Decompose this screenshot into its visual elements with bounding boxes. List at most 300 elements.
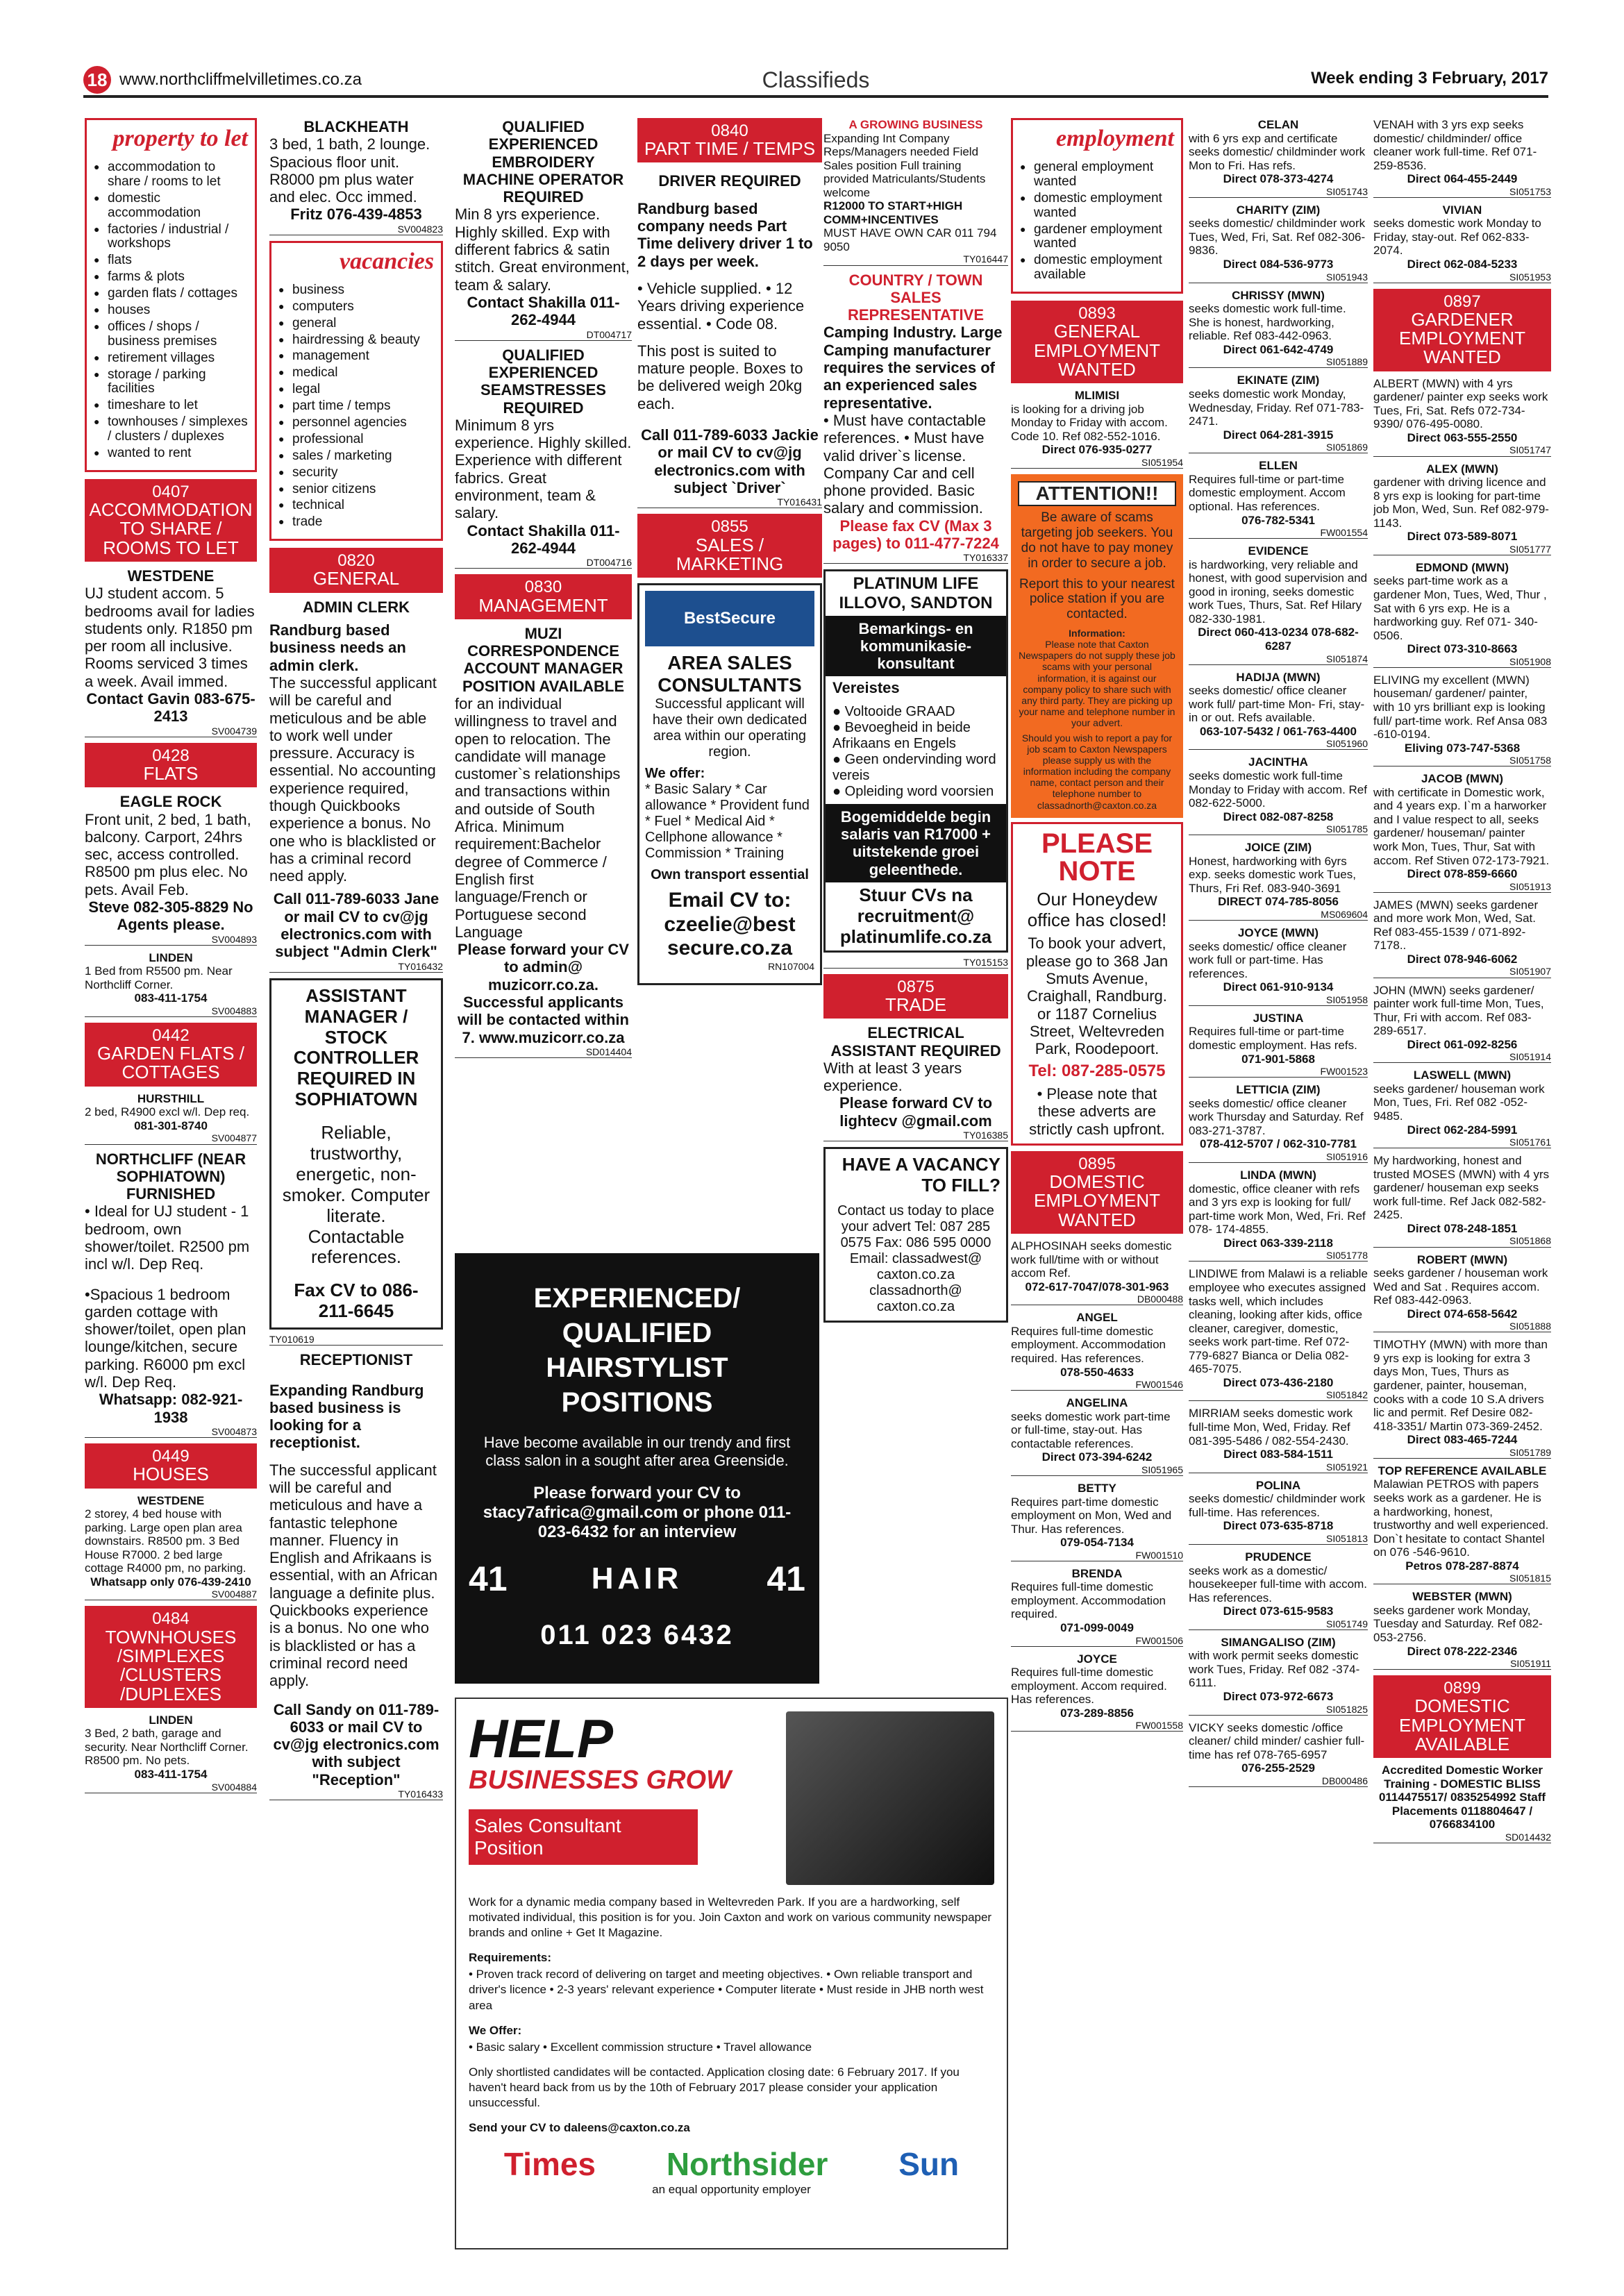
ad-code: TY016431: [637, 496, 822, 508]
ad-code: RN107004: [768, 960, 814, 972]
notice-body: To book your advert, please go to 368 Jan Smuts Avenue, Craighall, Randburg. or 1187 Cornelius Street, Weltevreden Park, Roodepoort.: [1026, 935, 1169, 1058]
list-item[interactable]: ● storage / parking facilities: [94, 368, 248, 397]
classified-ad: [1189, 1407, 1368, 1473]
list-item[interactable]: ● wanted to rent: [94, 446, 248, 461]
list-item[interactable]: ● houses: [94, 303, 248, 318]
ad-contact: Direct 060-413-0234 078-682-6287: [1198, 626, 1359, 653]
category-title: FLATS: [143, 762, 199, 784]
ad-contact: Direct 078-373-4274: [1223, 172, 1334, 186]
classified-ad: [85, 793, 257, 945]
ad-title: PRUDENCE: [1245, 1550, 1312, 1564]
column-6: [1011, 118, 1183, 2263]
ad-body: ELIVING my excellent (MWN) houseman/ gardener/ painter, with 10 yrs brilliant exp is looking full/ part-time work. Ref Ansa 083 -610-0194.: [1373, 673, 1548, 741]
ad-body: LINDIWE from Malawi is a reliable employee who executes assigned tasks well, which includes cleaning, looking after kids, office cleaner, caregiver, domestic, seeks work part-time. Ref 072-779-6827 Bianca or Delia 082-465-7075.: [1189, 1267, 1368, 1376]
ad-position: Bemarkings- en kommunikasie-konsultant: [826, 616, 1006, 677]
category-code: 0830: [524, 578, 562, 597]
classified-ad: [1189, 118, 1368, 198]
ad-body: seeks part-time work as a gardener Mon, Tues, Wed, Thur , Sat with 6 yrs exp. He is a hardworking guy. Ref 071- 340-0506.: [1373, 574, 1547, 642]
classified-ad: [85, 567, 257, 737]
ad-code: SI051778: [1189, 1250, 1368, 1262]
ad-title: SIMANGALISO (ZIM): [1221, 1635, 1336, 1649]
ad-body: with 6 yrs exp and certificate seeks domestic/ childminder work Mon to Fri. Has refs.: [1189, 131, 1366, 172]
ad-contact: Please forward CV to lightecv @gmail.com: [839, 1094, 993, 1130]
ad-headline: Expanding Randburg based business is looking for a receptionist.: [269, 1381, 424, 1452]
ad-body: JOHN (MWN) seeks gardener/ painter work full-time Mon, Tues, Thur, Fri with accom. Ref 083-289-6517.: [1373, 983, 1544, 1038]
ad-title: EXPERIENCED/ QUALIFIED HAIRSTYLIST POSITIONS: [533, 1283, 741, 1418]
list-item[interactable]: ● retirement villages: [94, 351, 248, 366]
ad-body: seeks domestic/ childminder work Tues, Wed, Fri, Sat. Ref 082-306-9836.: [1189, 217, 1366, 258]
category-title: TRADE: [885, 994, 947, 1015]
ad-body: seeks domestic/ office cleaner work full or part-time. Has references.: [1189, 939, 1347, 980]
category-code: 0855: [711, 517, 748, 537]
ad-subtitle: BUSINESSES GROW: [469, 1766, 731, 1795]
list-item[interactable]: ● personnel agencies: [278, 416, 434, 430]
ad-code: SI051842: [1189, 1389, 1368, 1401]
list-item[interactable]: ● domestic employment available: [1020, 253, 1174, 283]
classified-ad: [1373, 118, 1551, 198]
ad-contact: Direct 074-658-5642: [1407, 1307, 1518, 1321]
classified-ad: [85, 951, 257, 1017]
ad-body: JAMES (MWN) seeks gardener and more work Mon, Wed, Sat. Ref 083-455-1539 / 071-892-7178..: [1373, 898, 1539, 953]
offer-title: We Offer:: [469, 2023, 522, 2037]
category-title: GENERAL: [312, 568, 400, 589]
category-code: 0897: [1443, 292, 1481, 311]
category-title: ACCOMMODATION TO SHARE / ROOMS TO LET: [89, 499, 253, 558]
ad-code: SV004823: [269, 224, 443, 235]
ad-title: JUSTINA: [1253, 1011, 1304, 1025]
classified-ad: [1189, 1550, 1368, 1630]
ad-body: Front unit, 2 bed, 1 bath, balcony. Carport, 24hrs sec, access controlled. R8500 pm plus elec. No pets. Avail Feb.: [85, 810, 251, 898]
ad-contact: Call 011-789-6033 Jackie or mail CV to cv@jg electronics.com with subject `Driver`: [641, 426, 819, 496]
list-item[interactable]: ● offices / shops / business premises: [94, 320, 248, 349]
ad-title: MUZI CORRESPONDENCE ACCOUNT MANAGER POSITION AVAILABLE: [462, 624, 625, 695]
category-code: 0449: [152, 1447, 190, 1466]
ad-code: TY015153: [823, 957, 1008, 969]
list-item[interactable]: ● business: [278, 283, 434, 298]
ad-contact: 073-289-8856: [1060, 1706, 1134, 1720]
ad-code: SI051789: [1373, 1447, 1551, 1459]
ad-title: QUALIFIED EXPERIENCED EMBROIDERY MACHINE OPERATOR REQUIRED: [462, 118, 624, 206]
ad-body: Honest, hardworking with 6yrs exp. seeks domestic work Tues, Thurs, Fri Ref. 083-940-3691: [1189, 854, 1356, 895]
list-item[interactable]: ● technical: [278, 498, 434, 513]
list-item[interactable]: ● part time / temps: [278, 399, 434, 414]
ad-headline: Randburg based business needs an admin clerk.: [269, 621, 406, 674]
ad-contact: Direct 063-339-2118: [1223, 1236, 1333, 1250]
ad-title: NORTHCLIFF (NEAR SOPHIATOWN) FURNISHED: [95, 1150, 246, 1203]
ad-code: SV004884: [85, 1782, 257, 1793]
offer-list: * Basic Salary * Car allowance * Provident fund * Fuel * Medical Aid * Cellphone allowance * Commission * Training: [645, 782, 810, 862]
ad-body: Malawian PETROS with papers seeks work as a gardener. He is a hardworking, honest, trustworthy and well experienced. Don`t hesitate to contact Shantel on 076 -546-9610.: [1373, 1477, 1549, 1559]
category-title: HOUSES: [133, 1464, 209, 1485]
ad-code: SI051953: [1373, 271, 1551, 283]
ad-title: CHARITY (ZIM): [1236, 203, 1321, 217]
ad-contact: 0114475517/ 0835254992 Staff Placements 0118804647 / 0766834100: [1378, 1791, 1546, 1832]
ad-code: DB000486: [1189, 1775, 1368, 1787]
ad-body: seeks domestic work Monday, Wednesday, Friday. Ref 071-783-2471.: [1189, 387, 1364, 428]
ad-contact: Direct 061-642-4749: [1223, 342, 1334, 356]
classified-ad: [1189, 1083, 1368, 1163]
classified-ad: [85, 1092, 257, 1145]
ad-body: is hardworking, very reliable and honest, with good supervision and good in ironing, seeks domestic work Tues, Thurs, Sat. Ref Hilary 082-330-1981.: [1189, 558, 1368, 626]
issue-date: Week ending 3 February, 2017: [1311, 69, 1548, 87]
ad-contact: Fritz 076-439-4853: [290, 206, 422, 224]
classified-ad: [1373, 1069, 1551, 1148]
requirements-title: Vereistes: [832, 679, 900, 697]
notice-footer: • Please note that these adverts are strictly cash upfront.: [1029, 1085, 1165, 1138]
ad-body: gardener with driving licence and 8 yrs exp is looking for part-time job Mon, Wed, Sun. Ref 082-979-1143.: [1373, 476, 1549, 530]
ad-contact: Direct 078-222-2346: [1407, 1644, 1518, 1658]
classified-ad: [1373, 377, 1551, 457]
ad-code: SI051954: [1011, 457, 1183, 469]
ad-title: HURSTHILL: [137, 1091, 205, 1105]
ad-contact: Direct 064-455-2449: [1407, 172, 1518, 186]
classified-ad: [1189, 926, 1368, 1006]
ad-title: LINDEN: [149, 1713, 193, 1727]
ad-code: SI051749: [1189, 1618, 1368, 1630]
ad-code: TY016433: [269, 1788, 443, 1800]
classified-ad: [1011, 1396, 1183, 1476]
ad-code: SV004883: [85, 1005, 257, 1017]
ad-code: TY016337: [823, 552, 1008, 564]
list-item[interactable]: ● general employment wanted: [1020, 160, 1174, 190]
category-title: MANAGEMENT: [478, 594, 608, 616]
ad-body: is looking for a driving job Monday to Friday with accom. Code 10. Ref 082-552-1016.: [1011, 402, 1168, 443]
classified-ad: [823, 1024, 1008, 1141]
property-index-list: [94, 160, 248, 461]
ad-body: seeks domestic work Monday to Friday, stay-out. Ref 062-833-2074.: [1373, 217, 1541, 258]
ad-code: FW001523: [1189, 1066, 1368, 1078]
ad-title: BETTY: [1078, 1481, 1116, 1495]
ad-contact: Contact Shakilla 011-262-4944: [467, 293, 620, 329]
ad-headline: R12000 TO START+HIGH COMM+INCENTIVES: [823, 199, 963, 226]
ad-title: EKINATE (ZIM): [1237, 374, 1320, 387]
ad-contact: Direct 061-092-8256: [1407, 1037, 1518, 1051]
ad-contact: Direct 078-859-6660: [1407, 867, 1518, 881]
list-item[interactable]: ● legal: [278, 383, 434, 397]
ad-code: FW001506: [1011, 1635, 1183, 1647]
ad-title: ELECTRICAL ASSISTANT REQUIRED: [830, 1024, 1001, 1059]
classified-ad: [1189, 1168, 1368, 1262]
category-banner: [637, 514, 822, 578]
category-code: 0895: [1078, 1154, 1116, 1173]
column-2: [269, 118, 443, 2263]
ad-code: SI051943: [1189, 271, 1368, 283]
classified-ad: [1373, 1253, 1551, 1333]
ad-code: SI051815: [1373, 1573, 1551, 1584]
list-item[interactable]: ● garden flats / cottages: [94, 287, 248, 301]
ad-title: PLATINUM LIFE ILLOVO, SANDTON: [839, 574, 993, 612]
ad-title: HELP: [469, 1708, 614, 1769]
ad-code: DT004717: [455, 329, 632, 341]
ad-body: • Vehicle supplied. • 12 Years driving experience essential. • Code 08.: [637, 279, 805, 333]
ad-title: JOYCE (MWN): [1237, 926, 1319, 940]
classified-ad: [1373, 1338, 1551, 1458]
ad-title: POLINA: [1255, 1478, 1301, 1492]
category-banner: [85, 479, 257, 562]
category-code: 0428: [152, 746, 190, 765]
ad-contact: Petros 078-287-8874: [1405, 1559, 1519, 1573]
ad-code: SI051743: [1189, 186, 1368, 198]
ad-code: SD014404: [455, 1046, 632, 1058]
ad-contact: Direct 078-248-1851: [1407, 1221, 1518, 1235]
vacancy-promo: [823, 1147, 1008, 1323]
classified-ad: [1373, 561, 1551, 668]
salon-number: 41: [767, 1559, 805, 1598]
ad-title: CELAN: [1257, 118, 1299, 131]
ad-contact: 076-255-2529: [1241, 1761, 1315, 1775]
ad-body: seeks gardener/ houseman work Mon, Tues, Fri. Ref 082 -052-9485.: [1373, 1082, 1545, 1123]
ad-code: TY016447: [823, 253, 1008, 265]
category-banner: [455, 574, 632, 619]
ad-code: DT004716: [455, 557, 632, 569]
classified-ad: [85, 1494, 257, 1601]
classified-ad: [269, 1351, 443, 1800]
ad-code: TY016385: [823, 1130, 1008, 1141]
category-title: PART TIME / TEMPS: [644, 138, 816, 160]
equal-opportunity-note: an equal opportunity employer: [652, 2183, 811, 2197]
classified-ad: [455, 346, 632, 569]
category-code: 0442: [152, 1026, 190, 1045]
vacancies-index-title: vacancies: [340, 248, 434, 274]
ad-contact: Please forward your CV to stacy7africa@gmail.com or phone 011-023-6432 for an interview: [483, 1484, 792, 1541]
ad-body: UJ student accom. 5 bedrooms avail for ladies students only. R1850 pm per room all inclusive. Rooms serviced 3 times a week. Avail immed.: [85, 585, 255, 690]
ad-body: Requires full-time domestic employment. Accommodation required.: [1011, 1580, 1166, 1621]
column-3: [455, 118, 632, 1250]
classified-ad: [1373, 1154, 1551, 1247]
list-item[interactable]: ● accommodation to share / rooms to let: [94, 160, 248, 190]
bestsecure-ad: [637, 583, 822, 985]
classified-ad: [823, 118, 1008, 266]
ad-body: 1 Bed from R5500 pm. Near Northcliff Corner.: [85, 964, 233, 991]
list-item[interactable]: ● computers: [278, 300, 434, 315]
list-item[interactable]: ● professional: [278, 433, 434, 447]
ad-title: AREA SALES CONSULTANTS: [658, 652, 802, 696]
requirements-list: [826, 700, 1006, 804]
ad-contact: 078-412-5707 / 062-310-7781: [1200, 1137, 1357, 1151]
employment-index-title: employment: [1056, 126, 1174, 151]
ad-code: SI051777: [1373, 544, 1551, 555]
ad-contact: 083-411-1754: [134, 1768, 208, 1782]
platinum-life-ad: [823, 569, 1008, 952]
ad-contact: Direct 063-555-2550: [1407, 430, 1518, 444]
ad-contact: 083-411-1754: [134, 991, 208, 1005]
list-item[interactable]: ● townhouses / simplexes / clusters / duplexes: [94, 415, 248, 444]
ad-body: The successful applicant will be careful and meticulous and be able to work well under pressure. Accuracy is essential. No accounting experience required, though Quickbooks experience a bonus. No one who is blacklisted or has a criminal record need apply.: [269, 673, 437, 885]
employment-index: [1011, 118, 1183, 294]
ad-code: FW001546: [1011, 1379, 1183, 1391]
classified-ad: [1189, 841, 1368, 921]
classified-ad: [1189, 1012, 1368, 1078]
employment-index-list: [1020, 160, 1174, 283]
classified-ad: [269, 598, 443, 973]
list-item[interactable]: ● factories / industrial / workshops: [94, 223, 248, 252]
ad-code: SI051868: [1373, 1235, 1551, 1247]
classified-ad: [1373, 984, 1551, 1064]
list-item[interactable]: ● flats: [94, 253, 248, 268]
list-item[interactable]: ● general: [278, 317, 434, 331]
ad-title: ADMIN CLERK: [303, 598, 410, 616]
category-code: 0820: [337, 551, 375, 571]
ad-body: seeks domestic/ office cleaner work Thursday and Saturday. Ref 083-271-3787.: [1189, 1096, 1364, 1137]
ad-body: TIMOTHY (MWN) with more than 9 yrs exp is looking for extra 3 days Mon, Tues, Thurs as gardener, painter, houseman, cooks with a code 10 S.A drivers lic and permit. Ref Desire 082-418-3351/ Martin 073-369-2452.: [1373, 1338, 1548, 1433]
ad-code: SV004877: [85, 1132, 257, 1144]
classified-ad: [1189, 755, 1368, 835]
category-banner: [85, 1443, 257, 1488]
ad-code: MS069604: [1189, 909, 1368, 921]
ad-contact: Contact Shakilla 011-262-4944: [467, 521, 620, 557]
ad-title: LASWELL (MWN): [1413, 1069, 1512, 1082]
help-header: [469, 1708, 994, 1885]
classified-ad: [1189, 1636, 1368, 1716]
ad-body: VENAH with 3 yrs exp seeks domestic/ childminder/ office cleaner work full-time. Ref 071-259-8536.: [1373, 118, 1537, 172]
ad-code: SI051914: [1373, 1051, 1551, 1063]
sun-logo: Sun: [898, 2146, 960, 2183]
ad-body: Contact us today to place your advert Tel: 087 285 0575 Fax: 086 595 0000 Email: classadwest@ caxton.co.za classadnorth@ caxton.co.za: [837, 1203, 994, 1314]
classified-ad: [1189, 203, 1368, 283]
category-banner: [637, 118, 822, 162]
ad-code: SI051907: [1373, 966, 1551, 978]
ad-title: CHRISSY (MWN): [1232, 288, 1325, 302]
column-4: [637, 118, 822, 1153]
ad-contact: 078-550-4633: [1060, 1365, 1134, 1379]
ad-contact: MUST HAVE OWN CAR 011 794 9050: [823, 226, 997, 253]
ad-body: Min 8 yrs experience. Highly skilled. Exp with different fabrics & satin stitch. Great environment, team & salary.: [455, 206, 630, 294]
ad-code: SI051965: [1011, 1464, 1183, 1476]
requirements-list: • Proven track record of delivering on target and meeting objectives. • Own reliable transport and driver's licence • 2-3 years' relevant experience • Computer literate • Must reside in JHB north west area: [469, 1968, 984, 2012]
ad-code: SI051958: [1189, 994, 1368, 1006]
list-item[interactable]: ● domestic employment wanted: [1020, 192, 1174, 221]
office-closed-notice: [1011, 822, 1183, 1146]
list-item[interactable]: ● medical: [278, 366, 434, 380]
ad-title: MLIMISI: [1074, 389, 1120, 403]
page-number: 18: [83, 66, 111, 94]
ad-body: Work for a dynamic media company based in Weltevreden Park. If you are a hardworking, self motivated individual, this position is for you. Join Caxton and work on various community newspaper brands and online + Get It Magazine.: [469, 1895, 992, 1940]
ad-contact: Direct 083-584-1511: [1223, 1448, 1333, 1461]
ad-title: WESTDENE: [127, 567, 215, 585]
ad-contact: 072-617-7047/078-301-963: [1025, 1280, 1169, 1293]
classified-ad: [269, 118, 443, 235]
vacancies-index-list: [278, 283, 434, 530]
category-title: DOMESTIC EMPLOYMENT AVAILABLE: [1398, 1695, 1526, 1754]
ad-body: with work permit seeks domestic work Tues, Friday. Ref 082 -374-6111.: [1189, 1649, 1360, 1690]
ad-title: Accredited Domestic Worker Training - DOMESTIC BLISS: [1381, 1763, 1543, 1791]
ad-code: SI051888: [1373, 1321, 1551, 1332]
site-url[interactable]: www.northcliffmelvilletimes.co.za: [119, 70, 362, 89]
ad-group: [1373, 118, 1551, 283]
list-item[interactable]: ● trade: [278, 515, 434, 530]
salon-number: 41: [469, 1559, 508, 1598]
list-item[interactable]: ● timeshare to let: [94, 399, 248, 413]
list-item[interactable]: ● management: [278, 349, 434, 364]
list-item[interactable]: ● farms & plots: [94, 270, 248, 285]
category-title: SALES / MARKETING: [676, 534, 784, 574]
category-title: TOWNHOUSES /SIMPLEXES /CLUSTERS /DUPLEXES: [105, 1626, 237, 1704]
classified-ad: [1011, 1239, 1183, 1305]
ad-group: [1373, 377, 1551, 1670]
list-item[interactable]: ● gardener employment wanted: [1020, 223, 1174, 252]
ad-title: JOYCE: [1077, 1652, 1117, 1666]
ad-title: ANGEL: [1076, 1311, 1118, 1325]
classified-ad: [1189, 671, 1368, 751]
classified-ad: [1011, 1652, 1183, 1732]
ad-body: 2 bed, R4900 excl w/l. Dep req.: [85, 1105, 250, 1119]
list-item[interactable]: ● senior citizens: [278, 483, 434, 497]
caxton-sales-consultant-ad: [455, 1698, 1008, 2249]
ad-title: WEBSTER (MWN): [1412, 1590, 1512, 1604]
ad-title: ROBERT (MWN): [1416, 1252, 1508, 1266]
ad-code: SI051869: [1189, 442, 1368, 453]
salon-branding: [469, 1559, 805, 1599]
ad-body: ALBERT (MWN) with 4 yrs gardener/ painter exp seeks work Tues, Fri, Sat. Refs 072-734-9390/ 076-495-0080.: [1373, 376, 1548, 431]
category-title: GENERAL EMPLOYMENT WANTED: [1033, 321, 1161, 380]
category-banner: [85, 1606, 257, 1707]
ad-body: Requires full-time domestic employment. Accom required. Has references.: [1011, 1666, 1167, 1707]
classified-ad: [1373, 462, 1551, 555]
classified-ad: [1189, 1479, 1368, 1545]
classified-ad: [1373, 1763, 1551, 1843]
list-item[interactable]: ● sales / marketing: [278, 449, 434, 464]
ad-contact: 063-107-5432 / 061-763-4400: [1200, 724, 1357, 738]
list-item[interactable]: ● domestic accommodation: [94, 192, 248, 221]
ad-code: SI051785: [1189, 823, 1368, 835]
info-body: Please note that Caxton Newspapers do not supply these job scams with your personal information, it is against our company policy to share such with any third party. They are picking up your name and telephone number in your advert.: [1019, 639, 1175, 728]
ad-contact: Call Sandy on 011-789-6033 or mail CV to cv@jg electronics.com with subject "Reception": [273, 1700, 440, 1788]
ad-contact: Direct 073-310-8663: [1407, 642, 1518, 656]
ad-body: seeks domestic/ childminder work full-time. Has references.: [1189, 1492, 1366, 1519]
ad-code: SI051921: [1189, 1461, 1368, 1473]
classified-ad: [1189, 289, 1368, 369]
ad-title: VIVIAN: [1442, 203, 1482, 217]
info-body: Should you wish to report a pay for job scam to Caxton Newspapers please supply us with the information including the company name, contact person and their telephone number to classadnorth@caxton.co.za: [1021, 732, 1173, 811]
ad-contact: 071-099-0049: [1060, 1621, 1134, 1634]
ad-headline: Camping Industry. Large Camping manufacturer requires the services of an experienced sales representative.: [823, 324, 1003, 412]
ad-code: SV004739: [85, 726, 257, 737]
ad-body: With at least 3 years experience.: [823, 1059, 962, 1095]
ad-code: DB000488: [1011, 1293, 1183, 1305]
category-code: 0893: [1078, 304, 1116, 324]
ad-title: EDMOND (MWN): [1415, 560, 1509, 574]
list-item[interactable]: ● hairdressing & beauty: [278, 333, 434, 348]
category-banner: [1373, 289, 1551, 371]
ad-contact: Direct 073-394-6242: [1041, 1450, 1153, 1464]
ad-requirement: Own transport essential: [651, 867, 809, 883]
offer-title: We offer:: [645, 766, 705, 782]
position-label: Sales Consultant Position: [469, 1809, 698, 1865]
ad-body: Reliable, trustworthy, energetic, non-smoker. Computer literate. Contactable references.: [282, 1122, 430, 1268]
ad-body: 2 storey, 4 bed house with parking. Large open plan area downstairs. R8500 pm. 3 Bed House R7000. 2 bed large cottage R4000 pm, no parking.: [85, 1507, 246, 1575]
classified-ad: [1011, 1482, 1183, 1561]
classified-ad: [823, 271, 1008, 564]
ad-contact: 071-901-5868: [1241, 1052, 1315, 1066]
category-banner: [1011, 1151, 1183, 1234]
info-title: Information:: [1069, 628, 1125, 639]
times-logo: Times: [503, 2146, 596, 2183]
ad-code: SI051753: [1373, 186, 1551, 198]
ad-title: ALEX (MWN): [1426, 462, 1498, 476]
ad-code: SI051813: [1189, 1533, 1368, 1545]
requirements-title: Requirements:: [469, 1951, 552, 1965]
ad-contact: Fax CV to 086-211-6645: [294, 1280, 419, 1322]
ad-body: 3 Bed, 2 bath, garage and security. Near Northcliff Corner. R8500 pm. No pets.: [85, 1727, 249, 1768]
ad-title: HADIJA (MWN): [1236, 670, 1321, 684]
ad-body: Requires part-time domestic employment on Mon, Wed and Thur. Has references.: [1011, 1495, 1172, 1536]
newspaper-logos: [469, 2145, 994, 2183]
ad-title: BLACKHEATH: [303, 118, 409, 135]
warning-body: Report this to your nearest police station if you are contacted.: [1019, 576, 1175, 622]
ad-contact: 081-301-8740: [134, 1118, 208, 1132]
list-item[interactable]: ● security: [278, 466, 434, 480]
classified-ad: [1189, 1721, 1368, 1787]
